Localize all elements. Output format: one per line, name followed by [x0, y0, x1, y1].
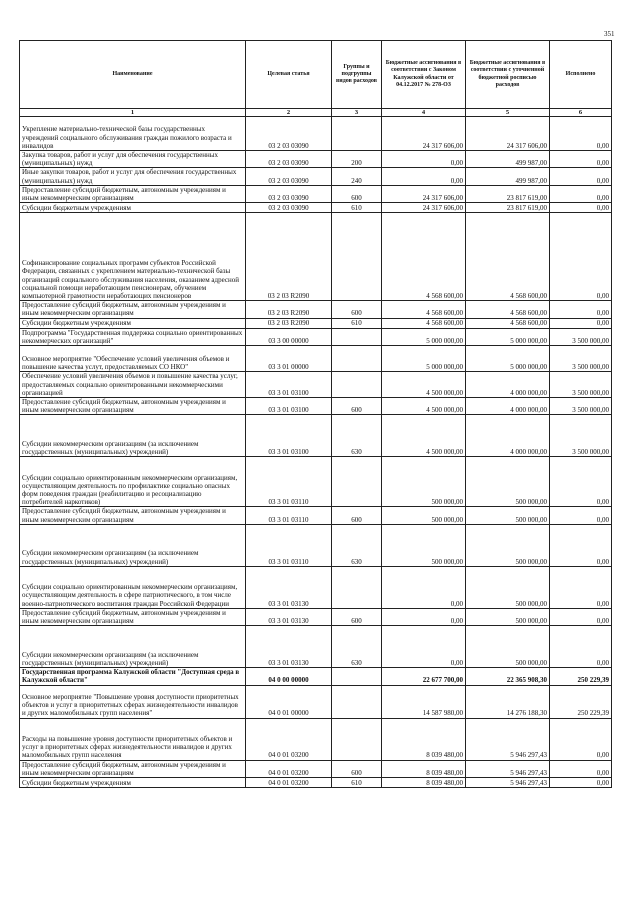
col-name-header: Наименование — [20, 41, 246, 109]
row-target-code: 03 3 01 03110 — [246, 524, 332, 566]
row-law-amount: 4 500 000,00 — [382, 398, 466, 415]
row-name: Государственная программа Калужской области "Доступная среда в Калужской области" — [20, 668, 246, 685]
table-row — [20, 398, 612, 415]
row-updated-amount: 500 000,00 — [466, 566, 550, 608]
row-executed-amount: 3 500 000,00 — [550, 346, 612, 372]
row-target-code: 04 0 01 00000 — [246, 685, 332, 718]
row-executed-amount: 0,00 — [550, 507, 612, 524]
row-group-code: 600 — [332, 301, 382, 318]
row-executed-amount: 0,00 — [550, 213, 612, 301]
row-name: Укрепление материально-технической базы государственных учреждений социального обслуживания граждан пожилого возраста и инвалидов — [20, 117, 246, 151]
row-name: Софинансирование социальных программ субъектов Российской Федерации, связанных с укреплением материально-технической базы организаций социального обслуживания населения, оказанием адресной социальной помощи неработающим пенсионерам, обучением компьютерной грамотности неработающих пенсионеров — [20, 213, 246, 301]
col-number: 2 — [246, 109, 332, 117]
row-group-code: 630 — [332, 626, 382, 668]
row-law-amount: 0,00 — [382, 626, 466, 668]
row-law-amount: 5 000 000,00 — [382, 346, 466, 372]
row-group-code — [332, 566, 382, 608]
row-updated-amount: 4 568 600,00 — [466, 318, 550, 328]
row-group-code: 610 — [332, 203, 382, 213]
row-updated-amount: 5 946 297,43 — [466, 760, 550, 777]
row-law-amount: 24 317 606,00 — [382, 117, 466, 151]
row-target-code: 03 3 01 03100 — [246, 398, 332, 415]
row-name: Предоставление субсидий бюджетным, автономным учреждениям и иным некоммерческим организациям — [20, 185, 246, 202]
table-row — [20, 168, 612, 185]
row-updated-amount: 5 946 297,43 — [466, 778, 550, 788]
row-updated-amount: 24 317 606,00 — [466, 117, 550, 151]
table-row — [20, 372, 612, 398]
row-name: Субсидии бюджетным учреждениям — [20, 203, 246, 213]
row-updated-amount: 500 000,00 — [466, 524, 550, 566]
row-name: Иные закупки товаров, работ и услуг для обеспечения государственных (муниципальных) нужд — [20, 168, 246, 185]
row-group-code — [332, 457, 382, 507]
row-target-code: 04 0 01 03200 — [246, 778, 332, 788]
row-group-code: 630 — [332, 415, 382, 457]
row-group-code: 200 — [332, 151, 382, 168]
row-executed-amount: 3 500 000,00 — [550, 415, 612, 457]
table-row — [20, 346, 612, 372]
col-number: 1 — [20, 109, 246, 117]
row-name: Субсидии бюджетным учреждениям — [20, 778, 246, 788]
row-law-amount: 0,00 — [382, 168, 466, 185]
row-updated-amount: 5 000 000,00 — [466, 328, 550, 345]
row-updated-amount: 5 000 000,00 — [466, 346, 550, 372]
row-group-code — [332, 685, 382, 718]
table-row — [20, 524, 612, 566]
row-executed-amount: 0,00 — [550, 718, 612, 760]
table-row — [20, 328, 612, 345]
table-row — [20, 626, 612, 668]
table-row — [20, 668, 612, 685]
row-law-amount: 24 317 606,00 — [382, 203, 466, 213]
row-group-code — [332, 718, 382, 760]
col-updated-header: Бюджетные ассигнования в соответствии с уточненной бюджетной росписью расходов — [466, 41, 550, 109]
row-executed-amount: 250 229,39 — [550, 668, 612, 685]
row-updated-amount: 499 987,00 — [466, 151, 550, 168]
row-updated-amount: 22 365 908,30 — [466, 668, 550, 685]
row-updated-amount: 4 000 000,00 — [466, 415, 550, 457]
table-row — [20, 151, 612, 168]
col-group-header: Группы и подгруппы видов расходов — [332, 41, 382, 109]
page-number: 351 — [604, 30, 615, 38]
row-updated-amount: 500 000,00 — [466, 457, 550, 507]
table-row — [20, 507, 612, 524]
table-row — [20, 301, 612, 318]
row-executed-amount: 0,00 — [550, 185, 612, 202]
row-target-code: 03 3 01 03130 — [246, 608, 332, 625]
table-row — [20, 457, 612, 507]
row-target-code: 03 3 01 00000 — [246, 346, 332, 372]
row-executed-amount: 0,00 — [550, 168, 612, 185]
row-target-code: 03 2 03 03090 — [246, 117, 332, 151]
row-executed-amount: 0,00 — [550, 760, 612, 777]
row-group-code — [332, 213, 382, 301]
row-target-code: 03 3 01 03130 — [246, 566, 332, 608]
row-updated-amount: 5 946 297,43 — [466, 718, 550, 760]
row-law-amount: 0,00 — [382, 566, 466, 608]
row-target-code: 03 3 01 03100 — [246, 372, 332, 398]
table-row — [20, 566, 612, 608]
budget-table — [19, 40, 612, 788]
row-law-amount: 22 677 700,00 — [382, 668, 466, 685]
row-updated-amount: 23 817 619,00 — [466, 203, 550, 213]
row-executed-amount: 0,00 — [550, 566, 612, 608]
table-row — [20, 185, 612, 202]
row-group-code: 630 — [332, 524, 382, 566]
row-updated-amount: 499 987,00 — [466, 168, 550, 185]
row-group-code: 610 — [332, 778, 382, 788]
row-group-code: 600 — [332, 507, 382, 524]
row-law-amount: 4 500 000,00 — [382, 372, 466, 398]
row-law-amount: 0,00 — [382, 151, 466, 168]
row-executed-amount: 0,00 — [550, 457, 612, 507]
col-number: 5 — [466, 109, 550, 117]
row-law-amount: 4 568 600,00 — [382, 318, 466, 328]
row-executed-amount: 0,00 — [550, 203, 612, 213]
row-name: Предоставление субсидий бюджетным, автономным учреждениям и иным некоммерческим организациям — [20, 507, 246, 524]
row-executed-amount: 0,00 — [550, 626, 612, 668]
row-law-amount: 8 039 480,00 — [382, 778, 466, 788]
column-numbers-row — [20, 109, 612, 117]
row-law-amount: 5 000 000,00 — [382, 328, 466, 345]
row-name: Основное мероприятие "Повышение уровня доступности приоритетных объектов и услуг в приоритетных сферах жизнедеятельности инвалидов и других маломобильных групп населения" — [20, 685, 246, 718]
row-target-code: 03 2 03 03090 — [246, 185, 332, 202]
row-name: Предоставление субсидий бюджетным, автономным учреждениям и иным некоммерческим организациям — [20, 301, 246, 318]
row-updated-amount: 4 000 000,00 — [466, 398, 550, 415]
row-target-code: 03 2 03 R2090 — [246, 213, 332, 301]
table-row — [20, 203, 612, 213]
row-name: Субсидии бюджетным учреждениям — [20, 318, 246, 328]
row-executed-amount: 0,00 — [550, 524, 612, 566]
row-name: Расходы на повышение уровня доступности приоритетных объектов и услуг в приоритетных сферах жизнедеятельности инвалидов и других маломобильных групп населения — [20, 718, 246, 760]
row-law-amount: 8 039 480,00 — [382, 760, 466, 777]
row-executed-amount: 250 229,39 — [550, 685, 612, 718]
row-group-code: 600 — [332, 398, 382, 415]
row-name: Субсидии некоммерческим организациям (за исключением государственных (муниципальных) учреждений) — [20, 415, 246, 457]
col-number: 4 — [382, 109, 466, 117]
col-number: 6 — [550, 109, 612, 117]
col-target-header: Целевая статья — [246, 41, 332, 109]
row-target-code: 03 3 01 03130 — [246, 626, 332, 668]
row-law-amount: 500 000,00 — [382, 457, 466, 507]
row-law-amount: 4 568 600,00 — [382, 213, 466, 301]
row-target-code: 03 3 00 00000 — [246, 328, 332, 345]
row-target-code: 03 3 01 03110 — [246, 507, 332, 524]
row-updated-amount: 500 000,00 — [466, 608, 550, 625]
row-executed-amount: 0,00 — [550, 301, 612, 318]
row-target-code: 04 0 01 03200 — [246, 718, 332, 760]
row-target-code: 03 2 03 03090 — [246, 151, 332, 168]
row-law-amount: 500 000,00 — [382, 524, 466, 566]
row-law-amount: 8 039 480,00 — [382, 718, 466, 760]
row-group-code: 600 — [332, 185, 382, 202]
row-group-code — [332, 372, 382, 398]
row-group-code: 240 — [332, 168, 382, 185]
row-law-amount: 4 568 600,00 — [382, 301, 466, 318]
table-row — [20, 213, 612, 301]
row-updated-amount: 23 817 619,00 — [466, 185, 550, 202]
row-target-code: 03 3 01 03110 — [246, 457, 332, 507]
col-executed-header: Исполнено — [550, 41, 612, 109]
row-executed-amount: 0,00 — [550, 151, 612, 168]
row-law-amount: 24 317 606,00 — [382, 185, 466, 202]
col-law-header: Бюджетные ассигнования в соответствии с Законом Калужской области от 04.12.2017 № 278-ОЗ — [382, 41, 466, 109]
row-executed-amount: 3 500 000,00 — [550, 398, 612, 415]
row-name: Предоставление субсидий бюджетным, автономным учреждениям и иным некоммерческим организациям — [20, 398, 246, 415]
row-name: Субсидии социально ориентированным некоммерческим организациям, осуществляющим деятельность по профилактике социально опасных форм поведения граждан (реабилитацию и ресоциализацию потребителей наркотиков) — [20, 457, 246, 507]
row-group-code: 600 — [332, 760, 382, 777]
row-name: Субсидии некоммерческим организациям (за исключением государственных (муниципальных) учреждений) — [20, 626, 246, 668]
row-updated-amount: 4 000 000,00 — [466, 372, 550, 398]
row-group-code: 600 — [332, 608, 382, 625]
row-target-code: 04 0 01 03200 — [246, 760, 332, 777]
row-executed-amount: 3 500 000,00 — [550, 328, 612, 345]
row-updated-amount: 500 000,00 — [466, 626, 550, 668]
row-target-code: 04 0 00 00000 — [246, 668, 332, 685]
row-executed-amount: 3 500 000,00 — [550, 372, 612, 398]
table-row — [20, 608, 612, 625]
row-group-code — [332, 117, 382, 151]
row-target-code: 03 2 03 R2090 — [246, 301, 332, 318]
row-updated-amount: 500 000,00 — [466, 507, 550, 524]
row-target-code: 03 2 03 03090 — [246, 203, 332, 213]
row-name: Предоставление субсидий бюджетным, автономным учреждениям и иным некоммерческим организациям — [20, 608, 246, 625]
table-row — [20, 778, 612, 788]
row-target-code: 03 3 01 03100 — [246, 415, 332, 457]
row-group-code — [332, 328, 382, 345]
row-name: Предоставление субсидий бюджетным, автономным учреждениям и иным некоммерческим организациям — [20, 760, 246, 777]
row-group-code — [332, 668, 382, 685]
row-name: Основное мероприятие "Обеспечение условий увеличения объемов и повышение качества услут, предоставляемых СО НКО" — [20, 346, 246, 372]
table-row — [20, 415, 612, 457]
row-law-amount: 500 000,00 — [382, 507, 466, 524]
row-updated-amount: 14 276 188,30 — [466, 685, 550, 718]
row-executed-amount: 0,00 — [550, 608, 612, 625]
row-executed-amount: 0,00 — [550, 318, 612, 328]
row-group-code: 610 — [332, 318, 382, 328]
table-row — [20, 718, 612, 760]
col-number: 3 — [332, 109, 382, 117]
row-target-code: 03 2 03 R2090 — [246, 318, 332, 328]
row-law-amount: 0,00 — [382, 608, 466, 625]
table-row — [20, 117, 612, 151]
row-group-code — [332, 346, 382, 372]
row-name: Субсидии некоммерческим организациям (за исключением государственных (муниципальных) учреждений) — [20, 524, 246, 566]
row-name: Субсидии социально ориентированным некоммерческим организациям, осуществляющим деятельность в сфере патриотического, в том числе военно-патриотического воспитания граждан Российской Федерации — [20, 566, 246, 608]
row-name: Подпрограмма "Государственная поддержка социально ориентированных некоммерческих организаций" — [20, 328, 246, 345]
row-updated-amount: 4 568 600,00 — [466, 301, 550, 318]
table-row — [20, 318, 612, 328]
row-executed-amount: 0,00 — [550, 117, 612, 151]
table-row — [20, 760, 612, 777]
row-name: Закупка товаров, работ и услуг для обеспечения государственных (муниципальных) нужд — [20, 151, 246, 168]
row-executed-amount: 0,00 — [550, 778, 612, 788]
row-target-code: 03 2 03 03090 — [246, 168, 332, 185]
row-updated-amount: 4 568 600,00 — [466, 213, 550, 301]
row-name: Обеспечение условий увеличения объемов и повышение качества услуг, предоставляемых социально ориентированными некоммерческими организацией — [20, 372, 246, 398]
row-law-amount: 4 500 000,00 — [382, 415, 466, 457]
table-row — [20, 685, 612, 718]
row-law-amount: 14 587 980,00 — [382, 685, 466, 718]
header-row — [20, 41, 612, 109]
